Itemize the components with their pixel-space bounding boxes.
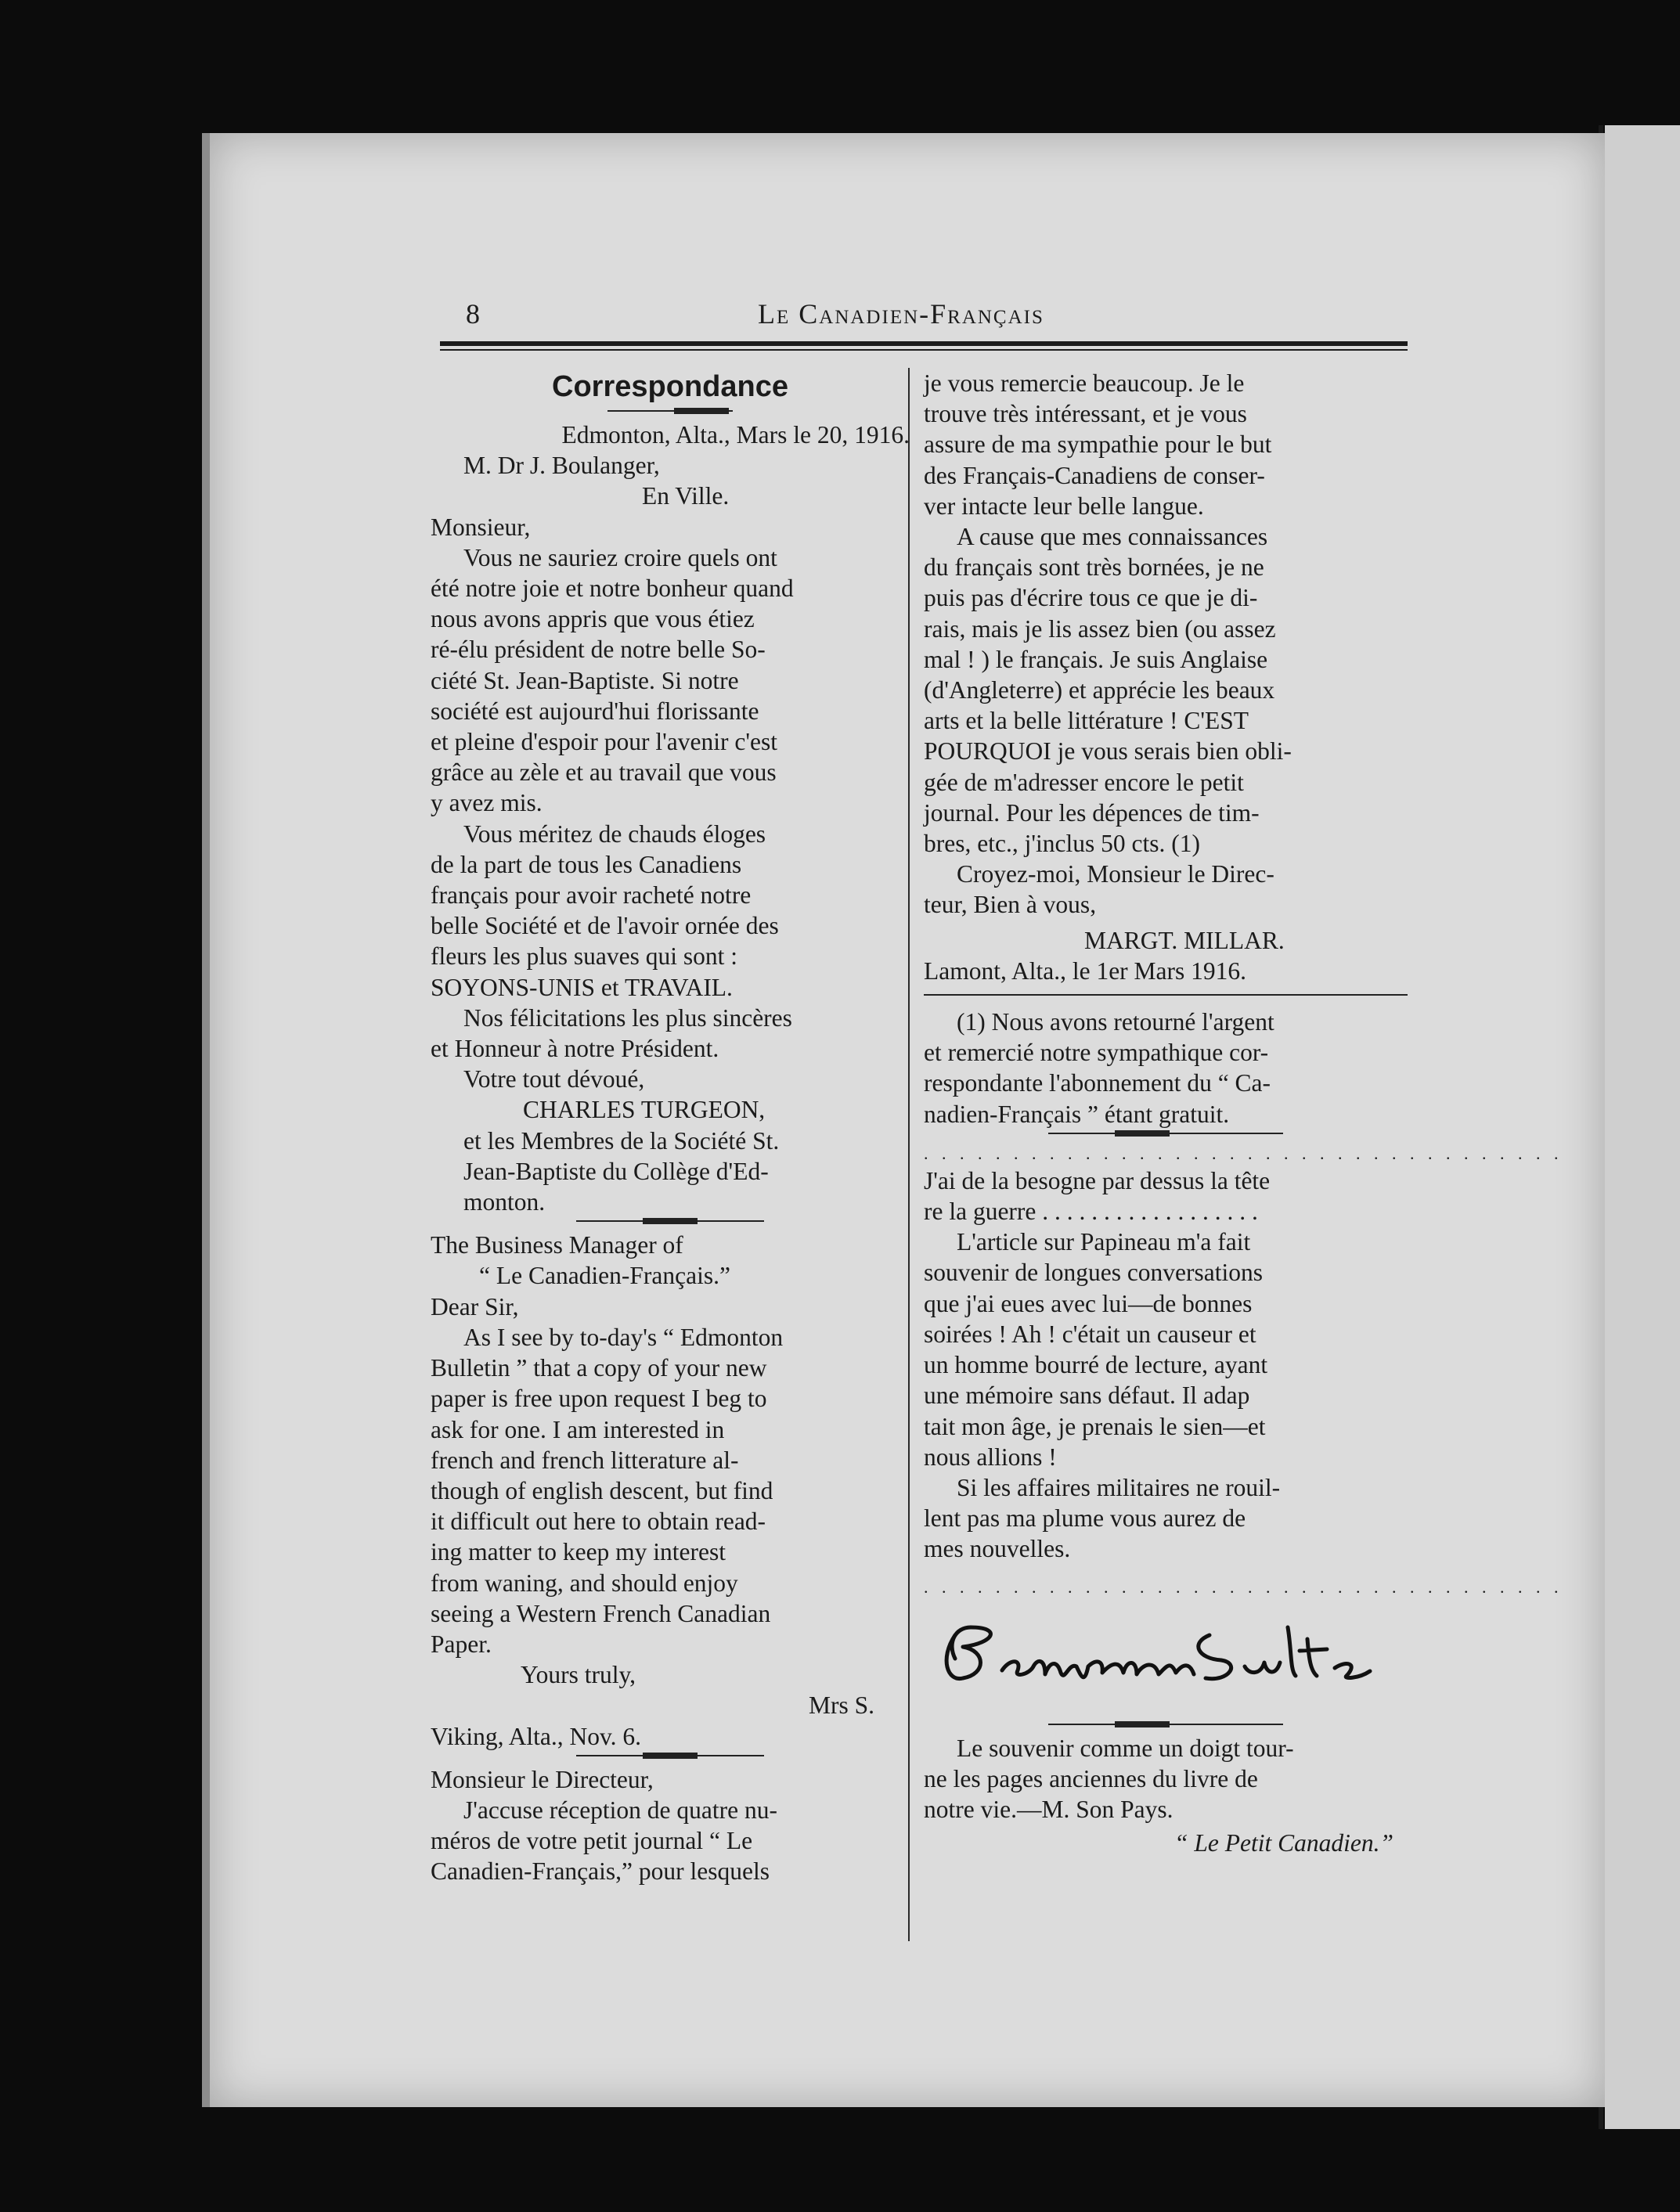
text-line: je vous remercie beaucoup. Je le — [924, 369, 1245, 397]
text-line: Bulletin ” that a copy of your new — [431, 1354, 767, 1382]
text-line: méros de votre petit journal “ Le — [431, 1827, 753, 1855]
section-separator — [1048, 1724, 1283, 1725]
text-line: re la guerre . . . . . . . . . . . . . . . . . . — [924, 1198, 1258, 1226]
page-number: 8 — [466, 298, 480, 330]
text-line: it difficult out here to obtain read- — [431, 1508, 766, 1536]
text-line: Croyez-moi, Monsieur le Direc- — [957, 860, 1274, 888]
text-line: tait mon âge, je prenais le sien—et — [924, 1412, 1266, 1440]
motto: SOYONS-UNIS et TRAVAIL. — [431, 973, 733, 1001]
header-rule — [440, 341, 1408, 346]
text-line: from waning, and should enjoy — [431, 1569, 738, 1597]
editor-footnote — [924, 1007, 1408, 1129]
text-line: des Français-Canadiens de conser- — [924, 461, 1265, 489]
text-line: ré-élu président de notre belle So- — [431, 636, 766, 664]
text-line: Si les affaires militaires ne rouil- — [957, 1473, 1281, 1501]
footnote-line: nadien-Français ” étant gratuit. — [924, 1100, 1230, 1128]
running-header — [438, 297, 1409, 337]
quote-line: notre vie.—M. Son Pays. — [924, 1796, 1173, 1824]
header-rule-thin — [440, 349, 1408, 351]
dateline: Edmonton, Alta., Mars le 20, 1916. — [561, 421, 910, 449]
text-line: ing matter to keep my interest — [431, 1538, 726, 1566]
footnote-line: et remercié notre sympathique cor- — [924, 1039, 1269, 1067]
text-line: un homme bourré de lecture, ayant — [924, 1351, 1268, 1379]
footnote-line: respondante l'abonnement du “ Ca- — [924, 1069, 1271, 1097]
letter-mrs-s — [431, 1230, 910, 1751]
letter-turgeon — [431, 420, 910, 1217]
text-line: belle Société et de l'avoir ornée des — [431, 912, 779, 940]
text-line: mal ! ) le français. Je suis Anglaise — [924, 645, 1268, 673]
signatory: MARGT. MILLAR. — [1084, 926, 1285, 954]
text-line: gée de m'adresser encore le petit — [924, 768, 1244, 796]
letter-millar-start — [431, 1764, 910, 1887]
addressee: “ Le Canadien-Français.” — [479, 1262, 730, 1290]
text-line: fleurs les plus suaves qui sont : — [431, 942, 737, 971]
place-date: Lamont, Alta., le 1er Mars 1916. — [924, 956, 1247, 985]
dotted-leader: . . . . . . . . . . . . . . . . . . . . . . . . . . . . . . . . . . . . — [924, 1576, 1563, 1597]
text-line: J'ai de la besogne par dessus la tête — [924, 1166, 1271, 1194]
text-line: POURQUOI je vous serais bien obli- — [924, 737, 1292, 766]
text-line: ciété St. Jean-Baptiste. Si notre — [431, 666, 739, 694]
text-line: Vous ne sauriez croire quels ont — [463, 543, 777, 571]
text-line: de la part de tous les Canadiens — [431, 850, 742, 878]
signatory: Mrs S. — [808, 1691, 874, 1720]
text-line: Vous méritez de chauds éloges — [463, 820, 766, 848]
text-line: though of english descent, but find — [431, 1476, 773, 1504]
journal-title: Le Canadien-Français — [758, 298, 1044, 330]
quote-source: “ Le Petit Canadien.” — [1173, 1829, 1393, 1857]
closing: teur, Bien à vous, — [924, 891, 1097, 919]
text-line: (d'Angleterre) et apprécie les beaux — [924, 676, 1275, 704]
text-line: du français sont très bornées, je ne — [924, 553, 1264, 582]
text-line: que j'ai eues avec lui—de bonnes — [924, 1289, 1253, 1317]
text-line: et Honneur à notre Président. — [431, 1035, 719, 1063]
text-line: seeing a Western French Canadian — [431, 1599, 771, 1627]
addressee: M. Dr J. Boulanger, — [463, 452, 660, 480]
letter-millar-cont — [924, 368, 1408, 986]
text-line: bres, etc., j'inclus 50 cts. (1) — [924, 830, 1200, 858]
text-line: assure de ma sympathie pour le but — [924, 431, 1272, 459]
text-line: J'accuse réception de quatre nu- — [463, 1796, 777, 1824]
left-column — [431, 368, 910, 1887]
text-line: société est aujourd'hui florissante — [431, 697, 759, 725]
text-line: puis pas d'écrire tous ce que je di- — [924, 584, 1258, 612]
text-line: nous allions ! — [924, 1443, 1057, 1471]
text-line: Canadien-Français,” pour lesquels — [431, 1857, 770, 1886]
text-line: y avez mis. — [431, 789, 543, 817]
handwritten-signature — [932, 1612, 1401, 1698]
heading-rule — [607, 410, 733, 412]
salutation: Monsieur, — [431, 513, 531, 541]
signatory: CHARLES TURGEON, — [523, 1096, 766, 1124]
text-line: monton. — [463, 1188, 546, 1216]
text-line: Nos félicitations les plus sincères — [463, 1003, 792, 1032]
footnote-line: (1) Nous avons retourné l'argent — [957, 1008, 1274, 1036]
text-line: french and french litterature al- — [431, 1446, 739, 1474]
text-line: nous avons appris que vous étiez — [431, 605, 755, 633]
text-line: paper is free upon request I beg to — [431, 1385, 767, 1413]
text-line: une mémoire sans défaut. Il adap — [924, 1382, 1250, 1410]
text-line: et pleine d'espoir pour l'avenir c'est — [431, 728, 777, 756]
closing-quote — [924, 1733, 1408, 1859]
text-line: ask for one. I am interested in — [431, 1415, 725, 1443]
text-line: soirées ! Ah ! c'était un causeur et — [924, 1320, 1256, 1348]
text-line: lent pas ma plume vous aurez de — [924, 1504, 1246, 1533]
quote-line: Le souvenir comme un doigt tour- — [957, 1734, 1294, 1762]
text-line: et les Membres de la Société St. — [463, 1126, 780, 1155]
text-line: été notre joie et notre bonheur quand — [431, 575, 794, 603]
section-separator — [576, 1220, 764, 1222]
quote-line: ne les pages anciennes du livre de — [924, 1764, 1258, 1792]
rule — [924, 994, 1408, 996]
text-line: arts et la belle littérature ! C'EST — [924, 707, 1249, 735]
text-line: Jean-Baptiste du Collège d'Ed- — [463, 1157, 769, 1185]
place-date: Viking, Alta., Nov. 6. — [431, 1722, 642, 1750]
addressee: The Business Manager of — [431, 1231, 683, 1259]
text-line: L'article sur Papineau m'a fait — [957, 1228, 1251, 1256]
text-line: ver intacte leur belle langue. — [924, 492, 1204, 520]
text-line: trouve très intéressant, et je vous — [924, 400, 1247, 428]
text-line: rais, mais je lis assez bien (ou assez — [924, 614, 1276, 643]
closing: Votre tout dévoué, — [463, 1065, 645, 1093]
section-separator — [1048, 1133, 1283, 1134]
text-line: A cause que mes connaissances — [957, 523, 1268, 551]
salutation: Monsieur le Directeur, — [431, 1765, 654, 1793]
text-line: souvenir de longues conversations — [924, 1259, 1264, 1287]
closing: Yours truly, — [521, 1661, 636, 1689]
text-line: grâce au zèle et au travail que vous — [431, 758, 777, 787]
address: En Ville. — [642, 482, 730, 510]
text-line: journal. Pour les dépences de tim- — [924, 798, 1260, 827]
section-separator — [576, 1755, 764, 1756]
salutation: Dear Sir, — [431, 1292, 519, 1320]
dotted-leader: . . . . . . . . . . . . . . . . . . . . . . . . . . . . . . . . . . . . — [924, 1143, 1563, 1163]
letter-sulte — [924, 1165, 1563, 1720]
text-line: As I see by to-day's “ Edmonton — [463, 1323, 784, 1351]
text-line: français pour avoir racheté notre — [431, 881, 752, 910]
text-line: Paper. — [431, 1630, 492, 1658]
right-column — [924, 368, 1563, 1859]
section-heading: Correspondance — [552, 370, 788, 403]
text-line: mes nouvelles. — [924, 1535, 1071, 1563]
